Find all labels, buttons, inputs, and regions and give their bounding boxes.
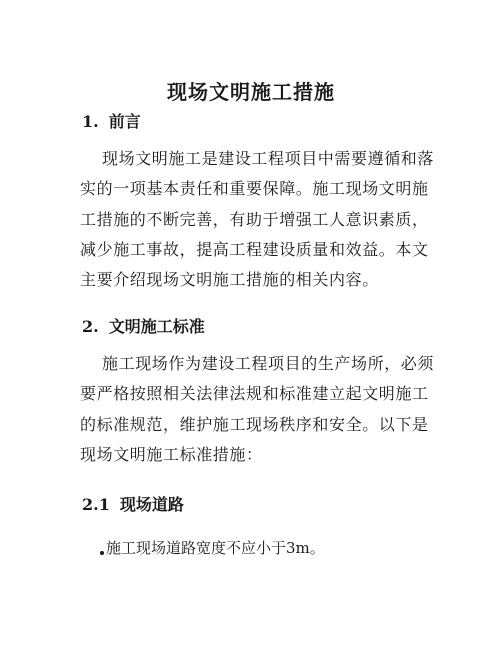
paragraph-line: 现场文明施工是建设工程项目中需要遵循和落 — [102, 149, 435, 168]
paragraph-line: 工措施的不断完善，有助于增强工人意识素质， — [80, 209, 429, 229]
section-title: 现场道路 — [119, 495, 184, 514]
paragraph-line: 主要介绍现场文明施工措施的相关内容。 — [80, 270, 379, 290]
section-heading-1 — [82, 111, 141, 133]
paragraph-line: 施工现场作为建设工程项目的生产场所，必须 — [102, 354, 435, 373]
section-number: 1. — [82, 112, 99, 131]
paragraph-line: 的标准规范，维护施工现场秩序和安全。以下是 — [80, 414, 429, 434]
section-heading-2-1 — [82, 494, 184, 516]
paragraph-line: 减少施工事故，提高工程建设质量和效益。本文 — [80, 239, 429, 259]
paragraph-line: 要严格按照相关法律法规和标准建立起文明施工 — [80, 384, 429, 404]
document-title: 现场文明施工措施 — [167, 80, 335, 104]
section-number: 2. — [82, 317, 99, 336]
paragraph-line: 现场文明施工标准措施： — [80, 444, 263, 464]
paragraph-intro — [80, 144, 435, 295]
section-heading-2 — [82, 316, 205, 338]
bullet-item — [100, 537, 325, 559]
section-number: 2.1 — [82, 495, 110, 514]
paragraph-line: 实的一项基本责任和重要保障。施工现场文明施 — [80, 179, 429, 199]
bullet-text: 施工现场道路宽度不应小于3m。 — [106, 539, 325, 557]
paragraph-standards — [80, 349, 435, 470]
section-title: 前言 — [108, 112, 141, 131]
section-title: 文明施工标准 — [108, 317, 205, 336]
bullet-dot-icon — [100, 551, 104, 555]
